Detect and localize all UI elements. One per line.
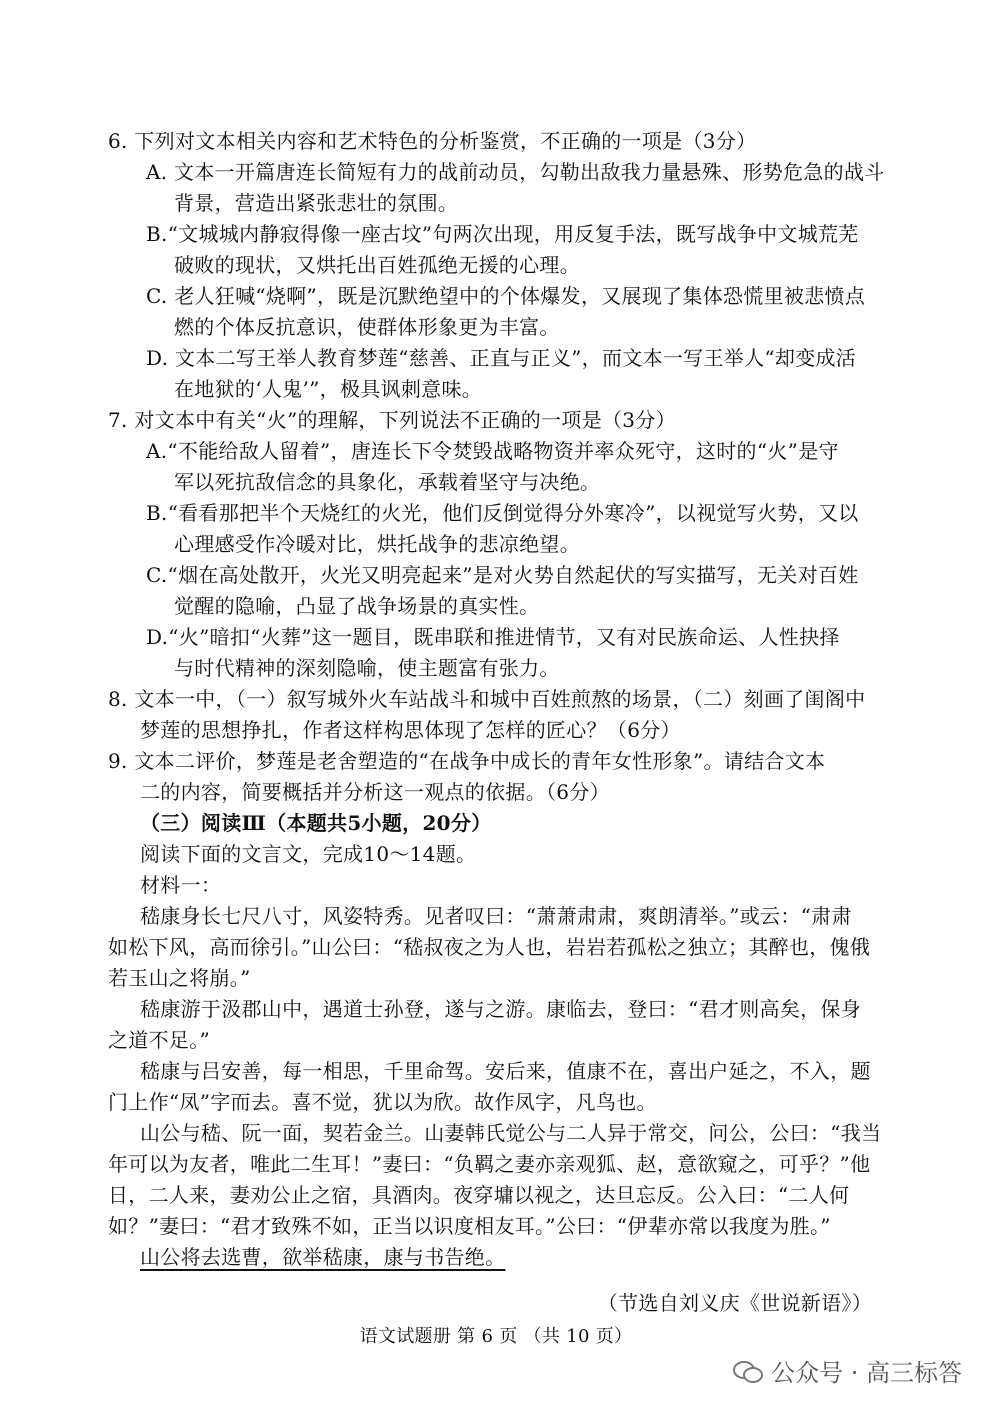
question-9: 9. 文本二评价，梦莲是老舍塑造的“在战争中成长的青年女性形象”。请结合文本 xyxy=(108,749,826,773)
q6-option-c: C. 老人狂喊“烧啊”，既是沉默绝望中的个体爆发，又展现了集体恐慌里被悲愤点 xyxy=(146,284,866,308)
watermark-text: 公众号 · 高三标答 xyxy=(771,1359,962,1387)
passage-3-end: 门上作“凤”字而去。喜不觉，犹以为欣。故作凤字，凡鸟也。 xyxy=(108,1090,657,1114)
q6-option-b: B.“文城城内静寂得像一座古坟”句两次出现，用反复手法，既写战争中文城荒芜 xyxy=(146,222,859,246)
q6-option-d: D. 文本二写王举人教育梦莲“慈善、正直与正义”，而文本一写王举人“却变成活 xyxy=(146,346,857,370)
question-6: 6. 下列对文本相关内容和艺术特色的分析鉴赏，不正确的一项是（3分） xyxy=(108,129,757,153)
passage-2-end: 之道不足。” xyxy=(108,1028,211,1052)
source-citation: （节选自刘义庆《世说新语》） xyxy=(597,1291,872,1315)
passage-4: 山公与嵇、阮一面，契若金兰。山妻韩氏觉公与二人异于常交，问公，公曰：“我当 xyxy=(140,1121,882,1145)
passage-5-underlined: 山公将去选曹，欲举嵇康，康与书告绝。 xyxy=(140,1245,506,1269)
material-label: 材料一： xyxy=(140,873,222,897)
question-8: 8. 文本一中，（一）叙写城外火车站战斗和城中百姓煎熬的场景，（二）刻画了闺阁中 xyxy=(108,687,866,711)
passage-1-end: 若玉山之将崩。” xyxy=(108,966,251,990)
passage-1-cont: 如松下风，高而徐引。”山公曰：“嵇叔夜之为人也，岩岩若孤松之独立；其醉也，傀俄 xyxy=(108,935,871,959)
wechat-icon xyxy=(733,1359,763,1383)
q7-option-d-cont: 与时代精神的深刻隐喻，使主题富有张力。 xyxy=(174,656,560,680)
page-footer: 语文试题册 第 6 页 （共 10 页） xyxy=(359,1326,633,1347)
passage-2: 嵇康游于汲郡山中，遇道士孙登，遂与之游。康临去，登曰：“君才则高矣，保身 xyxy=(140,997,862,1021)
q7-option-a: A.“不能给敌人留着”，唐连长下令焚毁战略物资并率众死守，这时的“火”是守 xyxy=(146,439,839,463)
question-9-cont: 二的内容，简要概括并分析这一观点的依据。（6分） xyxy=(140,780,610,804)
passage-3: 嵇康与吕安善，每一相思，千里命驾。安后来，值康不在，喜出户延之，不入，题 xyxy=(140,1059,871,1083)
reading-instruction: 阅读下面的文言文，完成10～14题。 xyxy=(140,842,477,866)
watermark xyxy=(733,1353,962,1388)
q7-option-c-cont: 觉醒的隐喻，凸显了战争场景的真实性。 xyxy=(174,594,540,618)
q6-option-a: A. 文本一开篇唐连长简短有力的战前动员，勾勒出敌我力量悬殊、形势危急的战斗 xyxy=(146,160,885,184)
q7-option-b-cont: 心理感受作冷暖对比，烘托战争的悲凉绝望。 xyxy=(174,532,580,556)
q7-option-b: B.“看看那把半个天烧红的火光，他们反倒觉得分外寒冷”，以视觉写火势，又以 xyxy=(146,501,859,525)
q7-option-c: C.“烟在高处散开，火光又明亮起来”是对火势自然起伏的写实描写，无关对百姓 xyxy=(146,563,859,587)
q6-option-c-cont: 燃的个体反抗意识，使群体形象更为丰富。 xyxy=(174,315,560,339)
passage-4-cont1: 年可以为友者，唯此二生耳！”妻曰：“负羁之妻亦亲观狐、赵，意欲窥之，可乎？”他 xyxy=(108,1152,871,1176)
passage-1: 嵇康身长七尺八寸，风姿特秀。见者叹曰：“萧萧肃肃，爽朗清举。”或云：“肃肃 xyxy=(140,904,852,928)
q7-option-d: D.“火”暗扣“火葬”这一题目，既串联和推进情节，又有对民族命运、人性抉择 xyxy=(146,625,840,649)
passage-4-cont2: 日，二人来，妻劝公止之宿，具酒肉。夜穿墉以视之，达旦忘反。公入曰：“二人何 xyxy=(108,1183,850,1207)
passage-4-end: 如？”妻曰：“君才致殊不如，正当以识度相友耳。”公曰：“伊辈亦常以我度为胜。” xyxy=(108,1214,831,1238)
q6-option-a-cont: 背景，营造出紧张悲壮的氛围。 xyxy=(174,191,459,215)
question-8-cont: 梦莲的思想挣扎，作者这样构思体现了怎样的匠心？（6分） xyxy=(140,718,681,742)
question-7: 7. 对文本中有关“火”的理解，下列说法不正确的一项是（3分） xyxy=(108,408,676,432)
q6-option-d-cont: 在地狱的‘人鬼’”，极具讽刺意味。 xyxy=(174,377,483,401)
q7-option-a-cont: 军以死抗敌信念的具象化，承载着坚守与决绝。 xyxy=(174,470,601,494)
section-heading: （三）阅读Ⅲ（本题共5小题，20分） xyxy=(140,811,492,835)
q6-option-b-cont: 破败的现状，又烘托出百姓孤绝无援的心理。 xyxy=(174,253,580,277)
